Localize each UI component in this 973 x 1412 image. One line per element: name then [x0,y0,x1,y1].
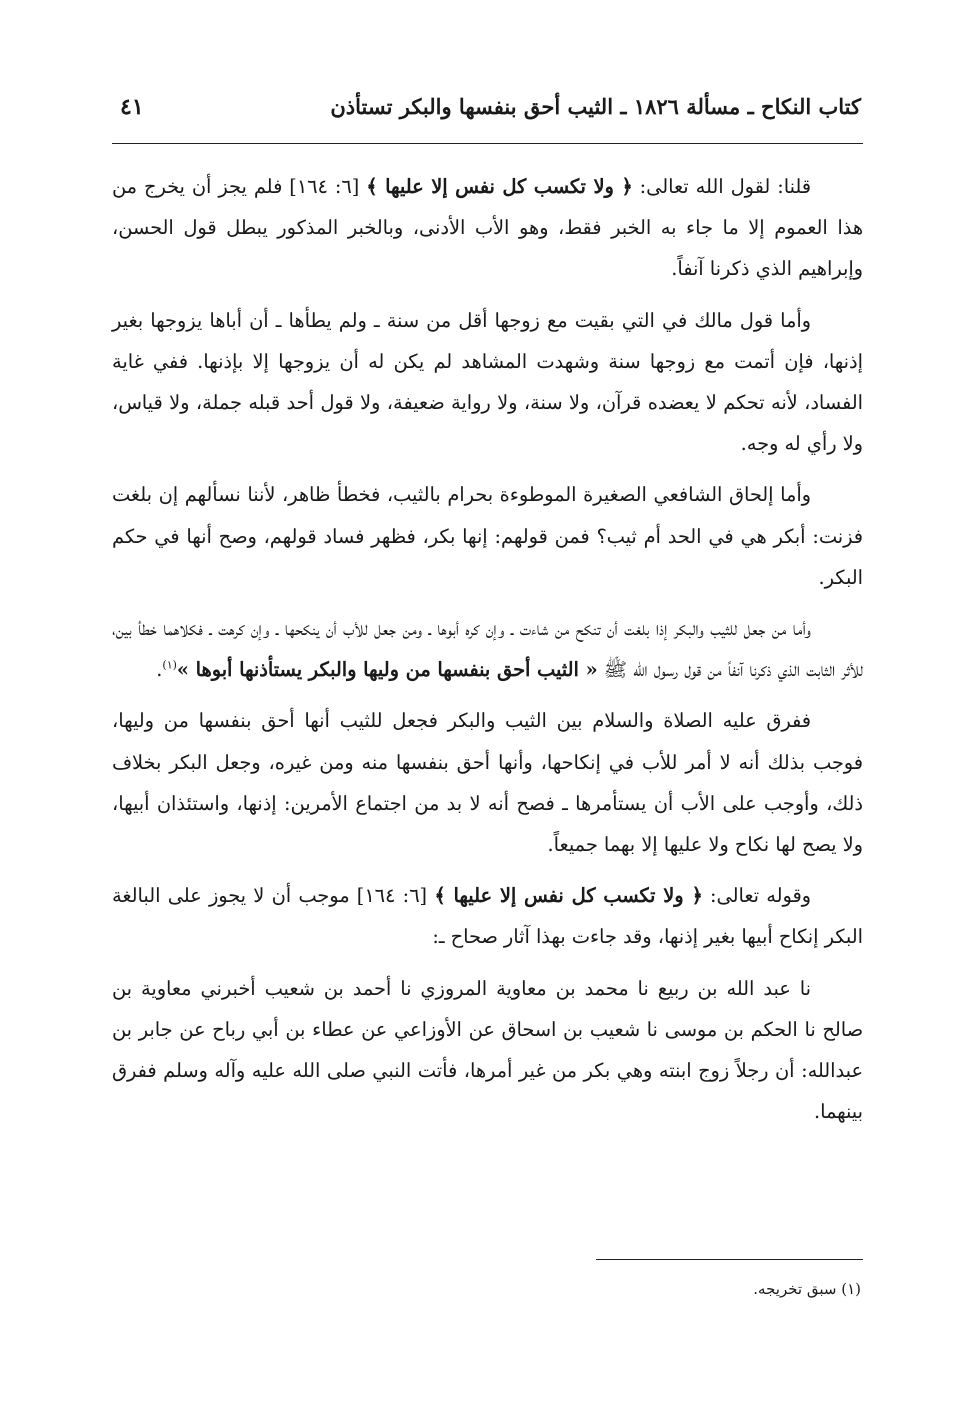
quran-quote: ﴿ ولا تكسب كل نفس إلا عليها ﴾ [366,175,633,198]
paragraph-5: ففرق عليه الصلاة والسلام بين الثيب والبكر فجعل للثيب أنها أحق بنفسها من وليها، فوجب بذلك أنه لا أمر للأب في إنكاحها، وأنها أحق بنفسها منه ومن غيره، وجعل البكر بخلاف ذلك، وأوجب على الأب أن يستأمرها ـ فصح أنه لا بد من اجتماع الأمرين: إذنها، واستئذان أبيها، ولا يصح لها نكاح ولا عليها إلا بهما جميعاً. [112,709,863,857]
footnote-rule [596,1259,863,1260]
paragraph-4: وأما من جعل للثيب والبكر إذا بلغت أن تنكح من شاءت ـ وإن كره أبوها ـ ومن جعل للأب أن ينكحها ـ وإن كرهت ـ فكلاهما خطأ بين، للأثر الثابت الذي ذكرنا آنفاً من قول رسول الله ﷺ « الثيب أحق بنفسها من وليها والبكر يستأذنها أبوها »$^{(١)}$. [112,617,863,682]
page-number: ٤١ [120,94,144,120]
paragraph-3: وأما إلحاق الشافعي الصغيرة الموطوءة بحرام بالثيب، فخطأ ظاهر، لأننا نسألهم إن بلغت فزنت: أبكر هي في الحد أم ثيب؟ فمن قولهم: إنها بكر، فظهر فساد قولهم، وصح أنها في حكم البكر. [112,483,863,589]
paragraph-7: نا عبد الله بن ربيع نا محمد بن معاوية المروزي نا أحمد بن شعيب أخبرني معاوية بن صالح نا الحكم بن موسى نا شعيب بن اسحاق عن الأوزاعي عن عطاء بن أبي رباح عن جابر بن عبدالله: أن رجلاً زوج ابنته وهي بكر من غير أمرها، فأتت النبي صلى الله عليه وآله وسلم ففرق بينهما. [112,976,863,1124]
paragraph-1: قلنا: لقول الله تعالى: ﴿ ولا تكسب كل نفس إلا عليها ﴾ [٦: ١٦٤] فلم يجز أن يخرج من هذا العموم إلا ما جاء به الخبر فقط، وهو الأب الأدنى، وبالخبر المذكور يبطل قول الحسن، وإبراهيم الذي ذكرنا آنفاً. [112,175,863,281]
footnote: (١) سبق تخريجه. [753,1280,861,1298]
paragraph-2: وأما قول مالك في التي بقيت مع زوجها أقل من سنة ـ ولم يطأها ـ أن أباها يزوجها بغير إذنها، فإن أتمت مع زوجها سنة وشهدت المشاهد لم يكن له أن يزوجها إلا بإذنها. ففي غاية الفساد، لأنه تحكم لا يعضده قرآن، ولا سنة، ولا رواية ضعيفة، ولا قول أحد قبله جملة، ولا قياس، ولا رأي له وجه. [112,308,863,456]
header-rule [112,143,863,144]
running-header [112,88,861,132]
footnote-ref: (١) [162,658,177,672]
paragraph-6: وقوله تعالى: ﴿ ولا تكسب كل نفس إلا عليها ﴾ [٦: ١٦٤] موجب أن لا يجوز على البالغة البكر إنكاح أبيها بغير إذنها، وقد جاءت بهذا آثار صحاح ـ: [112,884,863,949]
quran-quote: ﴿ ولا تكسب كل نفس إلا عليها ﴾ [434,884,703,908]
running-title: كتاب النكاح ـ مسألة ١٨٢٦ ـ الثيب أحق بنفسها والبكر تستأذن [330,94,861,119]
hadith-quote: « الثيب أحق بنفسها من وليها والبكر يستأذنها أبوها » [176,658,598,682]
main-text [112,166,863,1142]
